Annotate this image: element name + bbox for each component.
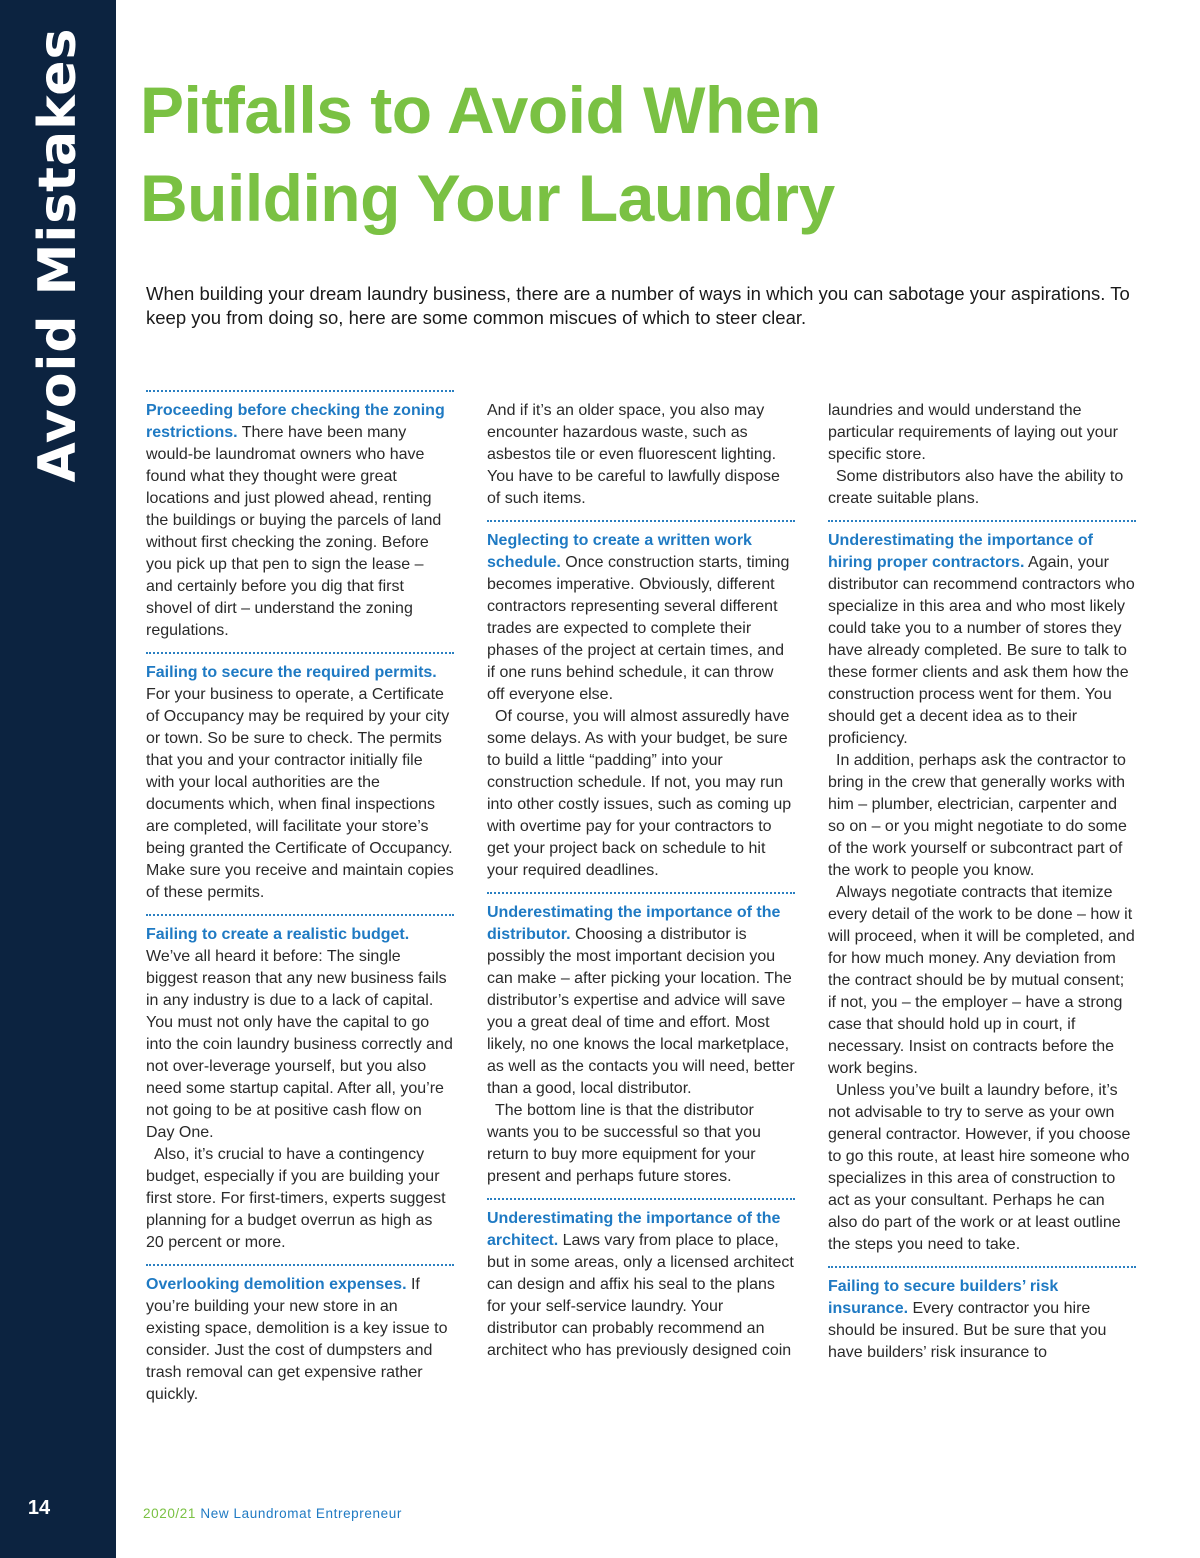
article-section <box>146 652 454 904</box>
section-paragraph <box>487 1208 795 1362</box>
section-text: There have been many would-be laundromat owners who have found what they thought were great locations and just plowed ahead, renting the buildings or buying the parcels of land without first checking the zoning. Before you pick up that pen to sign the lease – and certainly before you dig that first shovel of dirt – understand the zoning regulations. <box>146 424 442 639</box>
continued-text <box>828 390 1136 510</box>
article-section <box>487 520 795 882</box>
section-heading: Overlooking demolition expenses. <box>146 1276 407 1293</box>
article-section <box>146 390 454 642</box>
intro-paragraph: When building your dream laundry business, there are a number of ways in which you can sabotage your aspirations. To keep you from doing so, here are some common miscues of which to steer clear. <box>146 283 1130 328</box>
section-heading: Failing to create a realistic budget. <box>146 926 410 943</box>
section-heading: Failing to secure the required permits. <box>146 664 437 681</box>
section-text: Choosing a distributor is possibly the most important decision you can make – after picking your location. The distributor’s expertise and advice will save you a great deal of time and effort. Most likely, no one knows the local marketplace, as well as the contacts you will need, better than a good, local distributor. <box>487 926 795 1097</box>
section-heading: Failing to secure builders’ risk insurance. <box>828 1278 1059 1317</box>
section-paragraph: And if it’s an older space, you also may encounter hazardous waste, such as asbestos tile or even fluorescent lighting. You have to be careful to lawfully dispose of such items. <box>487 402 780 507</box>
article-section <box>828 1266 1136 1364</box>
section-heading: Underestimating the importance of the architect. <box>487 1210 781 1249</box>
article-column-2 <box>487 390 795 1372</box>
section-text: Every contractor you hire should be insured. But be sure that you have builders’ risk insurance to <box>828 1300 1107 1361</box>
section-paragraph <box>146 400 454 642</box>
section-text: If you’re building your new store in an existing space, demolition is a key issue to consider. Just the cost of dumpsters and trash removal can get expensive rather quickly. <box>146 1276 448 1403</box>
section-paragraph: Some distributors also have the ability to create suitable plans. <box>828 468 1124 507</box>
title-line-2: Building Your Laundry <box>140 161 835 235</box>
section-paragraph: The bottom line is that the distributor wants you to be successful so that you return to buy more equipment for your present and perhaps future stores. <box>487 1102 761 1185</box>
section-paragraph: Of course, you will almost assuredly have some delays. As with your budget, be sure to build a little “padding” into your construction schedule. If not, you may run into other costly issues, such as coming up with overtime pay for your contractors to get your project back on schedule to hit your required deadlines. <box>487 708 792 879</box>
section-heading: Neglecting to create a written work schedule. <box>487 532 752 571</box>
section-paragraph: Also, it’s crucial to have a contingency budget, especially if you are building your first store. For first-timers, experts suggest planning for a budget overrun as high as 20 percent or more. <box>146 1146 446 1251</box>
section-paragraph <box>146 662 454 904</box>
title-line-1: Pitfalls to Avoid When <box>140 73 821 147</box>
article-section <box>146 914 454 1254</box>
article-section <box>487 1198 795 1362</box>
section-paragraph <box>487 902 795 1100</box>
section-paragraph: Unless you’ve built a laundry before, it’s not advisable to try to serve as your own general contractor. However, if you choose to go this route, at least hire someone who specializes in this area of construction to act as your consultant. Perhaps he can also do part of the work or at least outline the steps you need to take. <box>828 1082 1131 1253</box>
section-text: For your business to operate, a Certificate of Occupancy may be required by your city or town. So be sure to check. The permits that you and your contractor initially file with your local authorities are the documents which, when final inspections are completed, will facilitate your store’s being granted the Certificate of Occupancy. Make sure you receive and maintain copies of these permits. <box>146 686 454 901</box>
section-paragraph <box>146 1274 454 1406</box>
section-heading: Proceeding before checking the zoning restrictions. <box>146 402 445 441</box>
section-paragraph <box>828 1276 1136 1364</box>
section-heading: Underestimating the importance of the distributor. <box>487 904 781 943</box>
section-paragraph <box>146 924 454 1144</box>
section-label: Avoid Mistakes <box>28 27 88 483</box>
section-text: Once construction starts, timing becomes imperative. Obviously, different contractors representing several different trades are expected to complete their phases of the project at certain times, and if one runs behind schedule, it can throw off everyone else. <box>487 554 790 703</box>
continued-text <box>487 390 795 510</box>
section-paragraph <box>828 530 1136 750</box>
section-text: We’ve all heard it before: The single biggest reason that any new business fails in any industry is due to a lack of capital. You must not only have the capital to go into the coin laundry business correctly and not over-leverage yourself, but you also need some startup capital. After all, you’re not going to be at positive cash flow on Day One. <box>146 948 453 1141</box>
section-text: Laws vary from place to place, but in some areas, only a licensed architect can design and affix his seal to the plans for your self-service laundry. Your distributor can probably recommend an architect who has previously designed coin <box>487 1232 794 1359</box>
page-number: 14 <box>27 1497 51 1519</box>
section-paragraph: In addition, perhaps ask the contractor to bring in the crew that generally works with him – plumber, electrician, carpenter and so on – or you might negotiate to do some of the work yourself or subcontract part of the work to people you know. <box>828 752 1127 879</box>
section-heading: Underestimating the importance of hiring proper contractors. <box>828 532 1093 571</box>
page-title <box>140 66 835 242</box>
section-paragraph <box>487 530 795 706</box>
footer-publication: New Laundromat Entrepreneur <box>200 1506 402 1521</box>
section-text: Again, your distributor can recommend contractors who specialize in this area and who most likely could take you to a number of stores they have already completed. Be sure to talk to these former clients and ask them how the construction process went for them. You should get a decent idea as to their proficiency. <box>828 554 1135 747</box>
sidebar <box>0 0 116 1558</box>
article-section <box>146 1264 454 1406</box>
article-column-3 <box>828 390 1136 1374</box>
footer-year: 2020/21 <box>143 1506 196 1521</box>
article-column-1 <box>146 390 454 1416</box>
section-paragraph: laundries and would understand the particular requirements of laying out your specific store. <box>828 402 1118 463</box>
page-footer <box>143 1506 402 1521</box>
section-paragraph: Always negotiate contracts that itemize every detail of the work to be done – how it will proceed, when it will be completed, and for how much money. Any deviation from the contract should be by mutual consent; if not, you – the employer – have a strong case that should hold up in court, if necessary. Insist on contracts before the work begins. <box>828 884 1135 1077</box>
article-section <box>828 520 1136 1256</box>
article-section <box>487 892 795 1188</box>
